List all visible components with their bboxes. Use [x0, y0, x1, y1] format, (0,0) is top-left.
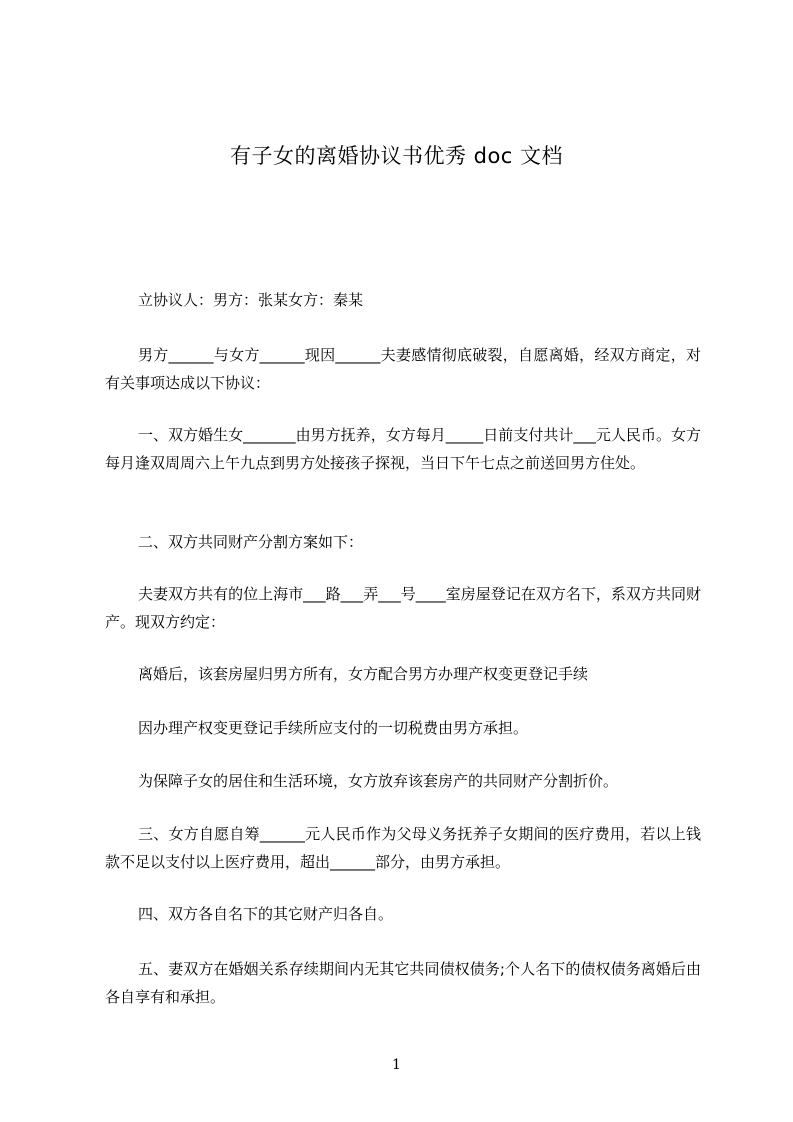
- paragraph-clause-2-heading: 二、双方共同财产分割方案如下：: [138, 533, 364, 551]
- paragraph-property-description: 夫妻双方共有的位上海市___路___弄___号____室房屋登记在双方名下，系双方共同财产。现双方约定：: [105, 585, 701, 631]
- paragraph-clause-1-custody: 一、双方婚生女_______由男方抚养，女方每月_____日前支付共计___元人民币。女方每月逢双周周六上午九点到男方处接孩子探视，当日下午七点之前送回男方住处。: [105, 426, 701, 472]
- paragraph-property-taxes: 因办理产权变更登记手续所应支付的一切税费由男方承担。: [138, 719, 529, 737]
- page-number: 1: [392, 1057, 401, 1073]
- paragraph-parties: 立协议人：男方：张某女方：秦某: [138, 291, 364, 309]
- paragraph-property-ownership: 离婚后，该套房屋归男方所有，女方配合男方办理产权变更登记手续: [138, 665, 589, 683]
- paragraph-preamble: 男方______与女方______现因______夫妻感情彻底破裂，自愿离婚，经双方商定，对有关事项达成以下协议：: [105, 346, 701, 392]
- paragraph-property-waiver: 为保障子女的居住和生活环境，女方放弃该套房产的共同财产分割折价。: [138, 772, 619, 790]
- paragraph-clause-4-assets: 四、双方各自名下的其它财产归各自。: [138, 905, 394, 923]
- paragraph-clause-5-debts: 五、妻双方在婚姻关系存续期间内无其它共同债权债务;个人名下的债权债务离婚后由各自享有和承担。: [105, 960, 701, 1006]
- document-title: 有子女的离婚协议书优秀 doc 文档: [229, 144, 564, 168]
- paragraph-clause-3-medical: 三、女方自愿自筹______元人民币作为父母义务抚养子女期间的医疗费用，若以上钱款不足以支付以上医疗费用，超出______部分，由男方承担。: [105, 825, 701, 871]
